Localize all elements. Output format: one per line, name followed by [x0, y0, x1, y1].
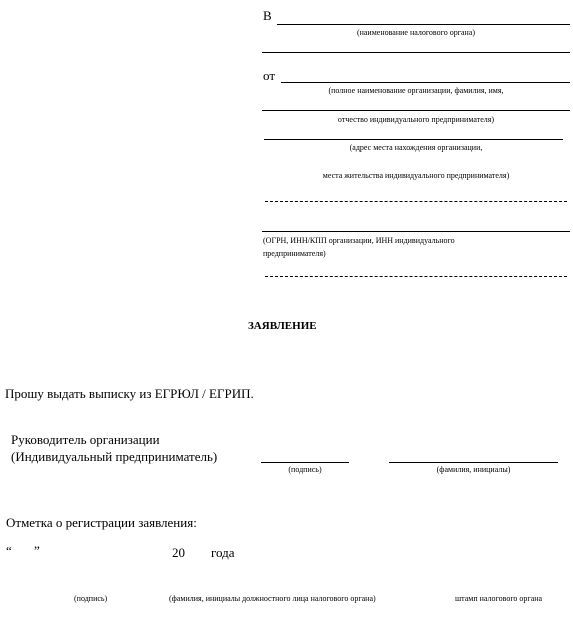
date-quote-open: “ [6, 543, 12, 558]
year-suffix: года [211, 545, 235, 560]
official-name-caption: (фамилия, инициалы должностного лица налогового органа) [169, 594, 376, 603]
document-title: ЗАЯВЛЕНИЕ [248, 320, 317, 332]
address-line[interactable] [264, 139, 563, 140]
from-prefix: от [263, 68, 276, 83]
from-caption-1: (полное наименование организации, фамилия, имя, [328, 86, 504, 95]
request-text: Прошу выдать выписку из ЕГРЮЛ / ЕГРИП. [5, 386, 254, 401]
name-caption: (фамилия, инициалы) [436, 465, 511, 474]
ids-caption-1: (ОГРН, ИНН/КПП организации, ИНН индивидуального [263, 236, 455, 245]
to-caption: (наименование налогового органа) [356, 28, 476, 37]
address-caption-2: места жительства индивидуального предпринимателя) [322, 171, 510, 180]
signer-title-alt: (Индивидуальный предприниматель) [11, 449, 218, 464]
ids-line[interactable] [262, 231, 570, 232]
signature-caption: (подпись) [288, 465, 322, 474]
address-line-2[interactable] [265, 201, 567, 202]
from-line-2[interactable] [262, 110, 570, 111]
signer-title: Руководитель организации [11, 432, 160, 447]
official-signature-caption: (подпись) [74, 594, 108, 603]
ids-caption-2: предпринимателя) [263, 249, 326, 258]
stamp-caption: штамп налогового органа [455, 594, 543, 603]
name-line[interactable] [389, 462, 558, 463]
year-prefix: 20 [172, 545, 185, 560]
date-quote-close: ” [34, 543, 40, 558]
from-line[interactable] [281, 82, 570, 83]
to-prefix: В [263, 8, 272, 23]
address-caption-1: (адрес места нахождения организации, [349, 143, 483, 152]
ids-line-2[interactable] [265, 276, 567, 277]
registration-label: Отметка о регистрации заявления: [6, 515, 197, 530]
to-line-2[interactable] [262, 52, 570, 53]
to-line[interactable] [277, 24, 570, 25]
from-caption-2: отчество индивидуального предпринимателя) [337, 115, 495, 124]
signature-line[interactable] [261, 462, 349, 463]
